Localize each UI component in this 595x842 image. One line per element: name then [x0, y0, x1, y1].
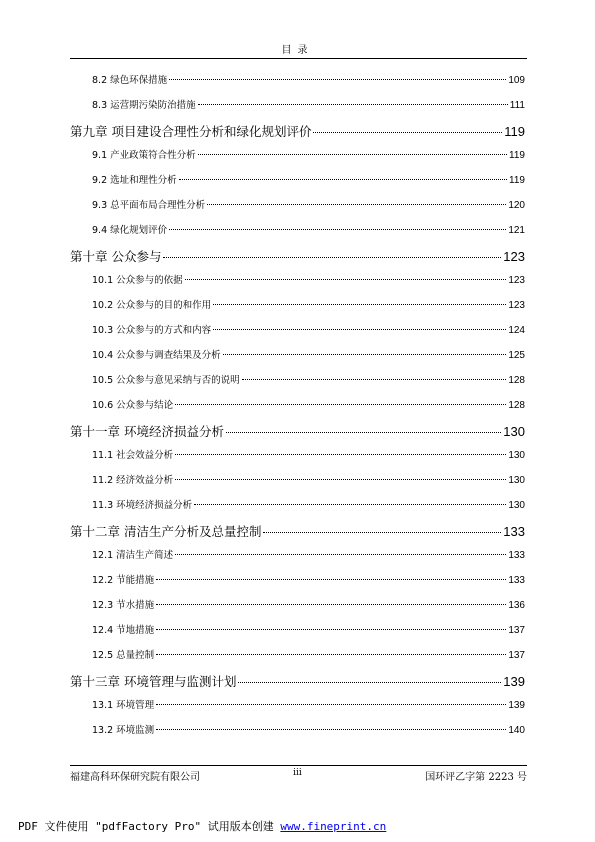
toc-entry-title: 第十三章 环境管理与监测计划 — [70, 674, 237, 689]
toc-entry-title: 12.3 节水措施 — [92, 600, 155, 611]
dot-leader — [169, 229, 506, 230]
toc-section-row[interactable] — [70, 397, 525, 422]
dot-leader — [156, 604, 506, 605]
dot-leader — [175, 404, 506, 405]
toc-entry-title: 12.2 节能措施 — [92, 575, 155, 586]
toc-page-number: 130 — [508, 450, 525, 461]
dot-leader — [156, 629, 506, 630]
toc-page-number: 139 — [508, 700, 525, 711]
toc-page-number: 140 — [508, 725, 525, 736]
dot-leader — [213, 329, 506, 330]
toc-entry-title: 13.2 环境监测 — [92, 725, 155, 736]
toc-entry-title: 第十二章 清洁生产分析及总量控制 — [70, 524, 262, 539]
dot-leader — [175, 454, 506, 455]
footer-license: 国环评乙字第 2223 号 — [425, 772, 527, 783]
toc-page-number: 121 — [508, 225, 525, 236]
table-of-contents — [70, 72, 525, 747]
toc-section-row[interactable] — [70, 722, 525, 747]
toc-section-row[interactable] — [70, 197, 525, 222]
toc-section-row[interactable] — [70, 622, 525, 647]
header-rule — [70, 58, 527, 59]
toc-page-number: 128 — [508, 375, 525, 386]
toc-entry-title: 8.3 运营期污染防治措施 — [92, 100, 196, 111]
toc-page-number: 119 — [509, 175, 525, 186]
dot-leader — [223, 354, 507, 355]
toc-page-number: 130 — [503, 424, 525, 439]
toc-page-number: 123 — [503, 249, 525, 264]
toc-section-row[interactable] — [70, 497, 525, 522]
toc-entry-title: 10.6 公众参与结论 — [92, 400, 174, 411]
toc-chapter-row[interactable] — [70, 672, 525, 697]
toc-entry-title: 第十一章 环境经济损益分析 — [70, 424, 224, 439]
dot-leader — [163, 257, 501, 258]
toc-entry-title: 9.2 选址和理性分析 — [92, 175, 177, 186]
toc-entry-title: 11.1 社会效益分析 — [92, 450, 174, 461]
dot-leader — [213, 304, 506, 305]
toc-chapter-row[interactable] — [70, 247, 525, 272]
dot-leader — [156, 704, 506, 705]
toc-page-number: 137 — [508, 650, 525, 661]
fineprint-link[interactable]: www.fineprint.cn — [280, 820, 387, 833]
dot-leader — [207, 204, 506, 205]
toc-entry-title: 9.4 绿化规划评价 — [92, 225, 168, 236]
dot-leader — [175, 479, 506, 480]
toc-page-number: 137 — [508, 625, 525, 636]
toc-section-row[interactable] — [70, 72, 525, 97]
toc-section-row[interactable] — [70, 647, 525, 672]
toc-page-number: 120 — [508, 200, 525, 211]
dot-leader — [238, 682, 501, 683]
toc-entry-title: 13.1 环境管理 — [92, 700, 155, 711]
toc-section-row[interactable] — [70, 147, 525, 172]
toc-section-row[interactable] — [70, 597, 525, 622]
toc-entry-title: 12.4 节地措施 — [92, 625, 155, 636]
page-header-title: 目录 — [281, 45, 314, 56]
toc-entry-title: 10.5 公众参与意见采纳与否的说明 — [92, 375, 240, 386]
toc-section-row[interactable] — [70, 572, 525, 597]
dot-leader — [226, 432, 501, 433]
dot-leader — [198, 154, 507, 155]
pdf-notice — [18, 818, 386, 834]
toc-chapter-row[interactable] — [70, 122, 525, 147]
dot-leader — [198, 104, 508, 105]
dot-leader — [175, 554, 506, 555]
toc-page-number: 133 — [508, 575, 525, 586]
dot-leader — [263, 532, 501, 533]
toc-chapter-row[interactable] — [70, 422, 525, 447]
toc-page-number: 136 — [508, 600, 525, 611]
toc-page-number: 111 — [509, 100, 525, 111]
toc-section-row[interactable] — [70, 97, 525, 122]
dot-leader — [156, 579, 506, 580]
toc-section-row[interactable] — [70, 347, 525, 372]
toc-chapter-row[interactable] — [70, 522, 525, 547]
toc-page-number: 119 — [504, 124, 525, 139]
toc-page-number: 124 — [508, 325, 525, 336]
toc-entry-title: 9.3 总平面布局合理性分析 — [92, 200, 206, 211]
toc-entry-title: 12.5 总量控制 — [92, 650, 155, 661]
toc-page-number: 139 — [503, 674, 525, 689]
dot-leader — [185, 279, 507, 280]
toc-section-row[interactable] — [70, 697, 525, 722]
toc-page-number: 133 — [503, 524, 525, 539]
dot-leader — [179, 179, 507, 180]
toc-entry-title: 第九章 项目建设合理性分析和绿化规划评价 — [70, 124, 312, 139]
dot-leader — [242, 379, 507, 380]
toc-section-row[interactable] — [70, 222, 525, 247]
dot-leader — [313, 132, 502, 133]
toc-page-number: 123 — [508, 300, 525, 311]
toc-entry-title: 12.1 清洁生产简述 — [92, 550, 174, 561]
toc-section-row[interactable] — [70, 472, 525, 497]
toc-entry-title: 11.3 环境经济损益分析 — [92, 500, 193, 511]
toc-section-row[interactable] — [70, 172, 525, 197]
footer-company: 福建高科环保研究院有限公司 — [70, 772, 200, 783]
toc-page-number: 109 — [508, 75, 525, 86]
toc-page-number: 128 — [508, 400, 525, 411]
toc-entry-title: 8.2 绿色环保措施 — [92, 75, 168, 86]
toc-section-row[interactable] — [70, 272, 525, 297]
toc-page-number: 119 — [509, 150, 525, 161]
toc-page-number: 130 — [508, 475, 525, 486]
toc-section-row[interactable] — [70, 447, 525, 472]
toc-section-row[interactable] — [70, 322, 525, 347]
toc-page-number: 125 — [508, 350, 525, 361]
pdf-notice-text: PDF 文件使用 "pdfFactory Pro" 试用版本创建 — [18, 820, 281, 833]
toc-entry-title: 10.1 公众参与的依据 — [92, 275, 183, 286]
toc-section-row[interactable] — [70, 547, 525, 572]
dot-leader — [156, 729, 506, 730]
toc-entry-title: 第十章 公众参与 — [70, 249, 162, 264]
toc-section-row[interactable] — [70, 372, 525, 397]
toc-page-number: 123 — [508, 275, 525, 286]
toc-section-row[interactable] — [70, 297, 525, 322]
dot-leader — [169, 79, 506, 80]
toc-entry-title: 10.4 公众参与调查结果及分析 — [92, 350, 221, 361]
toc-entry-title: 11.2 经济效益分析 — [92, 475, 174, 486]
toc-page-number: 133 — [508, 550, 525, 561]
toc-entry-title: 10.2 公众参与的目的和作用 — [92, 300, 212, 311]
footer-page-number: iii — [293, 768, 302, 778]
dot-leader — [194, 504, 506, 505]
toc-entry-title: 10.3 公众参与的方式和内容 — [92, 325, 212, 336]
footer-rule — [70, 765, 527, 766]
toc-entry-title: 9.1 产业政策符合性分析 — [92, 150, 196, 161]
dot-leader — [156, 654, 506, 655]
toc-page-number: 130 — [508, 500, 525, 511]
